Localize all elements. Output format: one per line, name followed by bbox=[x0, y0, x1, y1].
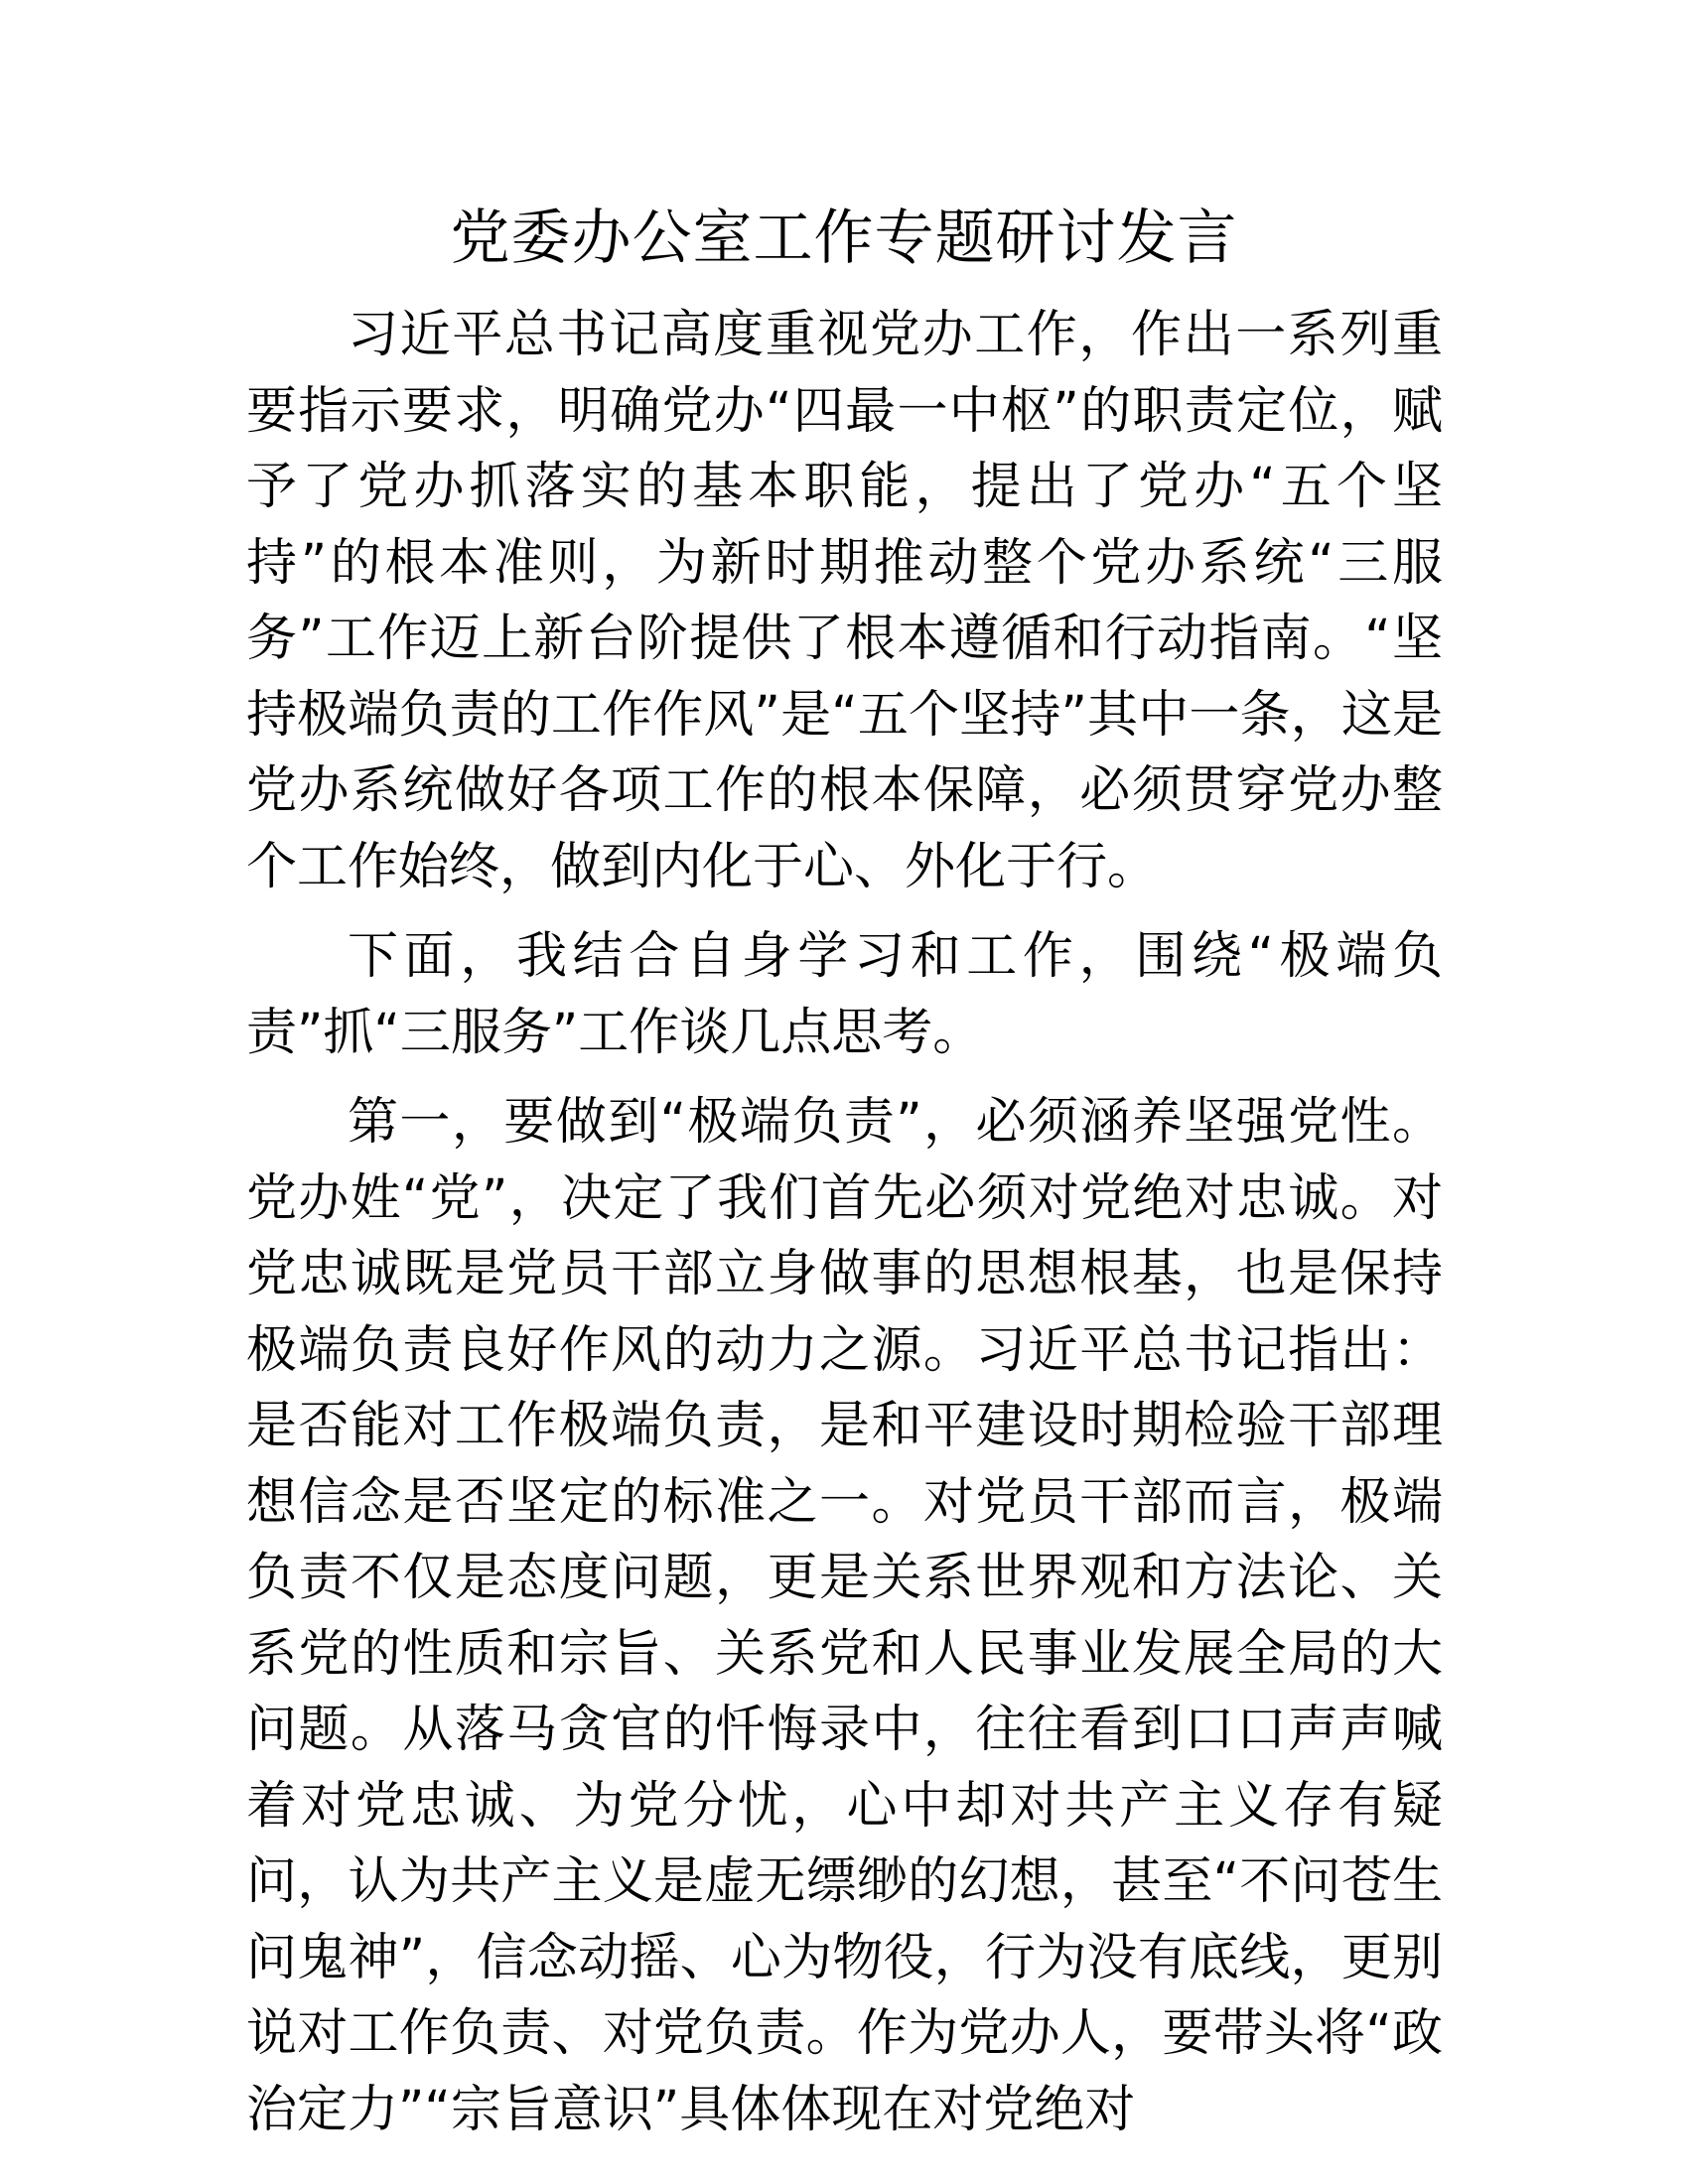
document-body bbox=[246, 298, 1443, 2148]
paragraph-point-one: 第一，要做到“极端负责”，必须涵养坚强党性。党办姓“党”，决定了我们首先必须对党绝对忠诚。对党忠诚既是党员干部立身做事的思想根基，也是保持极端负责良好作风的动力之源。习近平总书记指出：是否能对工作极端负责，是和平建设时期检验干部理想信念是否坚定的标准之一。对党员干部而言，极端负责不仅是态度问题，更是关系世界观和方法论、关系党的性质和宗旨、关系党和人民事业发展全局的大问题。从落马贪官的忏悔录中，往往看到口口声声喊着对党忠诚、为党分忧，心中却对共产主义存有疑问，认为共产主义是虚无缥缈的幻想，甚至“不问苍生问鬼神”，信念动摇、心为物役，行为没有底线，更别说对工作负责、对党负责。作为党办人，要带头将“政治定力”“宗旨意识”具体体现在对党绝对 bbox=[246, 1093, 1443, 2139]
paragraph-outline: 下面，我结合自身学习和工作，围绕“极端负责”抓“三服务”工作谈几点思考。 bbox=[246, 927, 1443, 1062]
document-title: 党委办公室工作专题研讨发言 bbox=[450, 204, 1238, 273]
paragraph-intro: 习近平总书记高度重视党办工作，作出一系列重要指示要求，明确党办“四最一中枢”的职责定位，赋予了党办抓落实的基本职能，提出了党办“五个坚持”的根本准则，为新时期推动整个党办系统“三服务”工作迈上新台阶提供了根本遵循和行动指南。“坚持极端负责的工作作风”是“五个坚持”其中一条，这是党办系统做好各项工作的根本保障，必须贯穿党办整个工作始终，做到内化于心、外化于行。 bbox=[246, 306, 1443, 896]
